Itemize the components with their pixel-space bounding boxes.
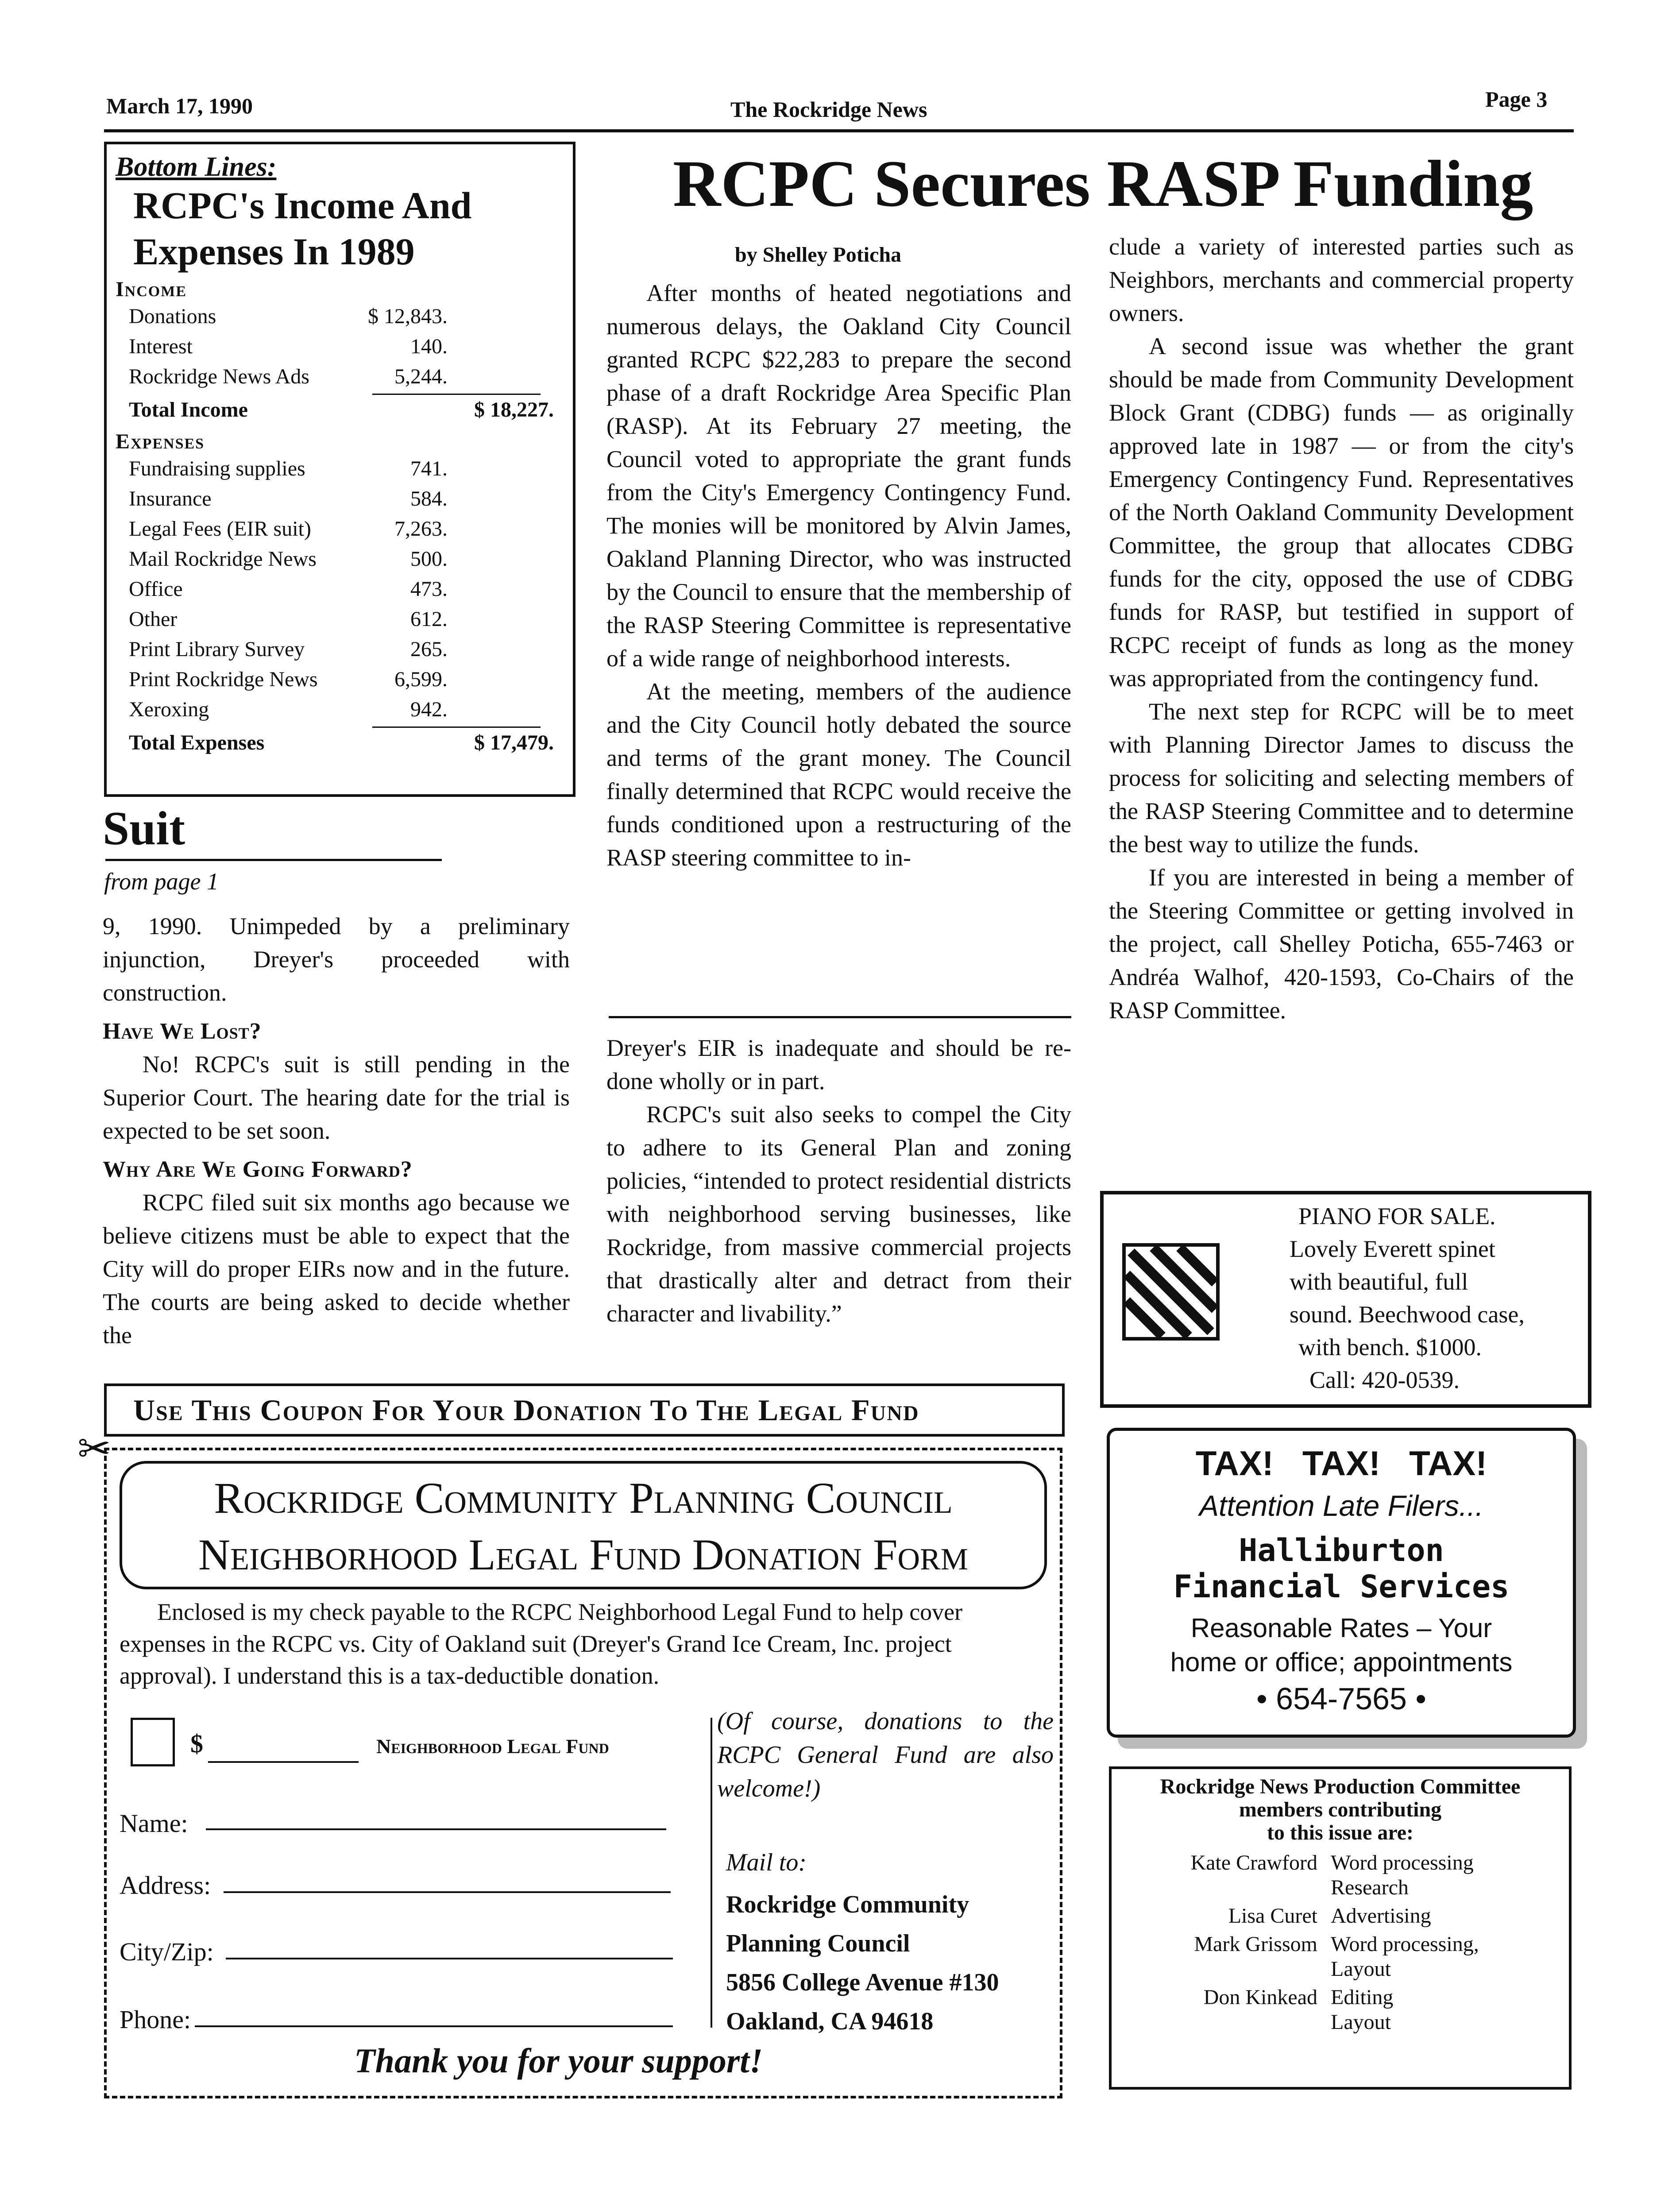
expense-value: 612. <box>410 607 448 631</box>
expense-label: Print Rockridge News <box>129 668 318 691</box>
income-row <box>129 332 554 362</box>
production-member-role: Word processing <box>1331 1851 1474 1874</box>
production-member-name: Kate Crawford <box>1190 1851 1317 1874</box>
coupon-form-title-box <box>120 1461 1047 1589</box>
expense-label: Office <box>129 577 183 601</box>
coupon-banner-text: Use This Coupon For Your Donation To The Legal Fund <box>133 1393 919 1427</box>
expense-value: 741. <box>410 457 448 480</box>
tax-ad-title: TAX! TAX! TAX! <box>1195 1444 1487 1483</box>
expense-label: Insurance <box>129 487 212 510</box>
mail-address-line-1: Rockridge Community <box>726 1891 969 1918</box>
city-zip-label: City/Zip: <box>120 1937 214 1966</box>
header-rule <box>104 129 1574 132</box>
income-row <box>129 301 554 332</box>
production-member-name: Don Kinkead <box>1203 1986 1317 2009</box>
expense-row <box>129 634 554 665</box>
production-member <box>1112 1904 1569 1928</box>
mail-address-line-3: 5856 College Avenue #130 <box>726 1969 999 1996</box>
piano-keys-icon <box>1122 1243 1220 1341</box>
total-expenses-label: Total Expenses <box>129 731 265 754</box>
mail-to-label: Mail to: <box>726 1849 807 1876</box>
expense-row <box>129 665 554 695</box>
coupon-banner <box>104 1383 1065 1437</box>
address-field[interactable] <box>224 1887 671 1893</box>
tax-ad-phone: • 654-7565 • <box>1256 1681 1426 1716</box>
mail-address <box>726 1885 999 2041</box>
income-table <box>129 301 554 392</box>
expense-row <box>129 454 554 484</box>
production-member-role: Word processing, <box>1331 1932 1479 1956</box>
address-label: Address: <box>120 1871 211 1900</box>
production-member-role: Layout <box>1331 1957 1391 1981</box>
production-heading-1: Rockridge News Production Committee <box>1160 1775 1521 1798</box>
suit-paragraph-2: No! RCPC's suit is still pending in the Superior Court. The hearing date for the trial is expected to be set soon. <box>103 1051 570 1144</box>
expense-label: Mail Rockridge News <box>129 547 317 571</box>
coupon-thank-you: Thank you for your support! <box>354 2041 763 2080</box>
suit-paragraph-1: 9, 1990. Unimpeded by a preliminary injunction, Dreyer's proceeded with construction. <box>103 913 570 1006</box>
production-member-roles <box>1331 1904 1431 1928</box>
production-member-roles <box>1331 1932 1479 1982</box>
production-member-name: Mark Grissom <box>1194 1932 1317 1956</box>
production-member-role: Research <box>1331 1876 1409 1899</box>
suit-from-page: from page 1 <box>104 868 219 895</box>
income-label: Rockridge News Ads <box>129 365 309 388</box>
tax-ad-line-2: home or office; appointments <box>1170 1647 1513 1677</box>
piano-ad-line-2: Lovely Everett spinet <box>1290 1236 1495 1262</box>
expense-value: 473. <box>410 577 448 601</box>
production-member <box>1112 1851 1569 1900</box>
rasp-column-2 <box>606 277 1071 874</box>
header-date: March 17, 1990 <box>106 93 253 118</box>
expense-row <box>129 604 554 634</box>
total-expenses-row <box>129 728 554 758</box>
rasp-column-3 <box>1109 230 1574 1027</box>
city-zip-field[interactable] <box>226 1953 673 1959</box>
expense-value: 265. <box>410 638 448 661</box>
coupon-intro: Enclosed is my check payable to the RCPC Neighborhood Legal Fund to help cover expenses in the RCPC vs. City of Oakland suit (Dreyer's Grand Ice Cream, Inc. project approval). I understand this is a tax-deductible donation. <box>120 1599 963 1689</box>
production-member <box>1112 1932 1569 1982</box>
expense-row <box>129 695 554 725</box>
column-2-divider <box>609 1016 1071 1018</box>
rasp-col3-paragraph-1: clude a variety of interested parties such as Neighbors, merchants and commercial property owners. <box>1109 233 1574 326</box>
scissors-icon: ✂ <box>77 1426 111 1472</box>
piano-ad-line-3: with beautiful, full <box>1290 1268 1468 1295</box>
piano-ad-line-5: with bench. $1000. <box>1298 1334 1482 1360</box>
expense-row <box>129 544 554 574</box>
rasp-col2-paragraph-2: At the meeting, members of the audience and the City Council hotly debated the source and terms of the grant money. The Council finally determined that RCPC would receive the funds conditioned upon a restructuring of the RASP steering committee to in- <box>606 678 1071 871</box>
expense-value: 7,263. <box>394 517 448 541</box>
coupon-form-title-2: Neighborhood Legal Fund Donation Form <box>198 1530 968 1579</box>
expense-value: 942. <box>410 698 448 721</box>
name-label: Name: <box>120 1809 188 1838</box>
tax-ad-company-1: Halliburton <box>1239 1532 1444 1569</box>
production-member-role: Layout <box>1331 2010 1391 2034</box>
income-value: $ 12,843. <box>368 305 448 328</box>
expense-value: 6,599. <box>394 668 448 691</box>
suit-title-rule <box>105 859 442 861</box>
header-page: Page 3 <box>1485 87 1548 112</box>
expense-label: Xeroxing <box>129 698 209 721</box>
mail-address-line-2: Planning Council <box>726 1930 910 1957</box>
suit-continuation-1: Dreyer's EIR is inadequate and should be re-done wholly or in part. <box>606 1035 1071 1094</box>
expense-value: 500. <box>410 547 448 571</box>
bottom-lines-box <box>104 142 575 797</box>
mail-address-line-4: Oakland, CA 94618 <box>726 2008 934 2035</box>
expense-value: 584. <box>410 487 448 510</box>
total-income-row <box>129 395 554 425</box>
rasp-byline: by Shelley Poticha <box>735 243 902 267</box>
rasp-col3-paragraph-3: The next step for RCPC will be to meet with Planning Director James to discuss the process for soliciting and selecting members of the RASP Steering Committee and to determine the best way to utilize the funds. <box>1109 698 1574 858</box>
rasp-col2-paragraph-1: After months of heated negotiations and numerous delays, the Oakland City Council granted RCPC $22,283 to prepare the second phase of a draft Rockridge Area Specific Plan (RASP). At its February 27 meeting, the Council voted to appropriate the grant funds from the City's Emergency Contingency Fund. The monies will be monitored by Alvin James, Oakland Planning Director, who was instructed by the Council to ensure that the membership of the RASP Steering Committee is representative of a wide range of neighborhood interests. <box>606 280 1071 672</box>
tax-ad-subtitle: Attention Late Filers... <box>1199 1489 1483 1522</box>
total-income-label: Total Income <box>129 398 248 421</box>
income-heading: Income <box>116 278 187 301</box>
expenses-table <box>129 454 554 725</box>
expense-label: Legal Fees (EIR suit) <box>129 517 311 541</box>
name-field[interactable] <box>206 1824 666 1830</box>
amount-dollar-sign: $ <box>190 1729 203 1758</box>
rasp-col3-paragraph-2: A second issue was whether the grant should be made from Community Development Block Grant (CDBG) funds — as originally approved late in 1987 — or from the city's Emergency Contingency Fund. Representatives of the North Oakland Community Development Committee, the group that allocates CDBG funds for the city, opposed the use of CDBG funds for RASP, but testified in support of RCPC receipt of funds as long as the money was appropriated from the contingency fund. <box>1109 333 1574 692</box>
bottom-lines-title-1: RCPC's Income And <box>133 184 472 227</box>
phone-field[interactable] <box>195 2021 673 2027</box>
production-heading-2: members contributing <box>1239 1798 1442 1821</box>
suit-continuation <box>606 1032 1071 1330</box>
suit-continuation-2: RCPC's suit also seeks to compel the City to adhere to its General Plan and zoning policies, “intended to protect residential districts with neighborhood serving businesses, like Rockridge, from massive commercial projects that drastically alter and detract from their character and livability.” <box>606 1101 1071 1327</box>
income-label: Interest <box>129 335 193 358</box>
suit-body <box>103 910 570 1352</box>
phone-label: Phone: <box>120 2005 191 2034</box>
piano-ad-line-6: Call: 420-0539. <box>1309 1367 1460 1393</box>
bottom-lines-title-2: Expenses In 1989 <box>133 230 415 273</box>
amount-field[interactable] <box>208 1740 359 1763</box>
production-member-role: Advertising <box>1331 1904 1431 1928</box>
production-member-name: Lisa Curet <box>1228 1904 1317 1928</box>
total-expenses-value: $ 17,479. <box>474 731 554 754</box>
expense-label: Print Library Survey <box>129 638 305 661</box>
suit-paragraph-3: RCPC filed suit six months ago because we believe citizens must be able to expect that the City will do proper EIRs now and in the future. The courts are being asked to decide whether the <box>103 1189 570 1349</box>
piano-ad-text <box>1290 1200 1525 1396</box>
production-heading-3: to this issue are: <box>1267 1821 1414 1844</box>
fund-label: Neighborhood Legal Fund <box>376 1735 609 1758</box>
income-value: 5,244. <box>394 365 448 388</box>
suit-subhead-2: Why Are We Going Forward? <box>103 1157 413 1182</box>
piano-ad-line-1: PIANO FOR SALE. <box>1298 1203 1496 1229</box>
tax-ad-company-2: Financial Services <box>1173 1569 1510 1605</box>
coupon-aside: (Of course, donations to the RCPC General Fund are also welcome!) <box>717 1708 1054 1802</box>
production-members <box>1112 1851 1569 2035</box>
piano-ad <box>1100 1191 1591 1408</box>
expense-row <box>129 514 554 544</box>
production-member-role: Editing <box>1331 1986 1394 2009</box>
production-committee-box <box>1109 1766 1572 2090</box>
expense-row <box>129 574 554 604</box>
bottom-lines-kicker: Bottom Lines: <box>116 152 277 182</box>
production-member-roles <box>1331 1985 1393 2035</box>
income-row <box>129 362 554 392</box>
rasp-headline: RCPC Secures RASP Funding <box>673 147 1533 220</box>
production-member <box>1112 1985 1569 2035</box>
expense-label: Fundraising supplies <box>129 457 305 480</box>
income-value: 140. <box>410 335 448 358</box>
tax-ad-line-1: Reasonable Rates – Your <box>1190 1613 1492 1643</box>
production-member-roles <box>1331 1851 1474 1900</box>
header-publication: The Rockridge News <box>730 97 927 122</box>
total-income-value: $ 18,227. <box>474 398 554 421</box>
expenses-heading: Expenses <box>116 430 205 453</box>
coupon-column-divider <box>711 1718 712 2028</box>
amount-checkbox[interactable] <box>131 1718 175 1766</box>
suit-subhead-1: Have We Lost? <box>103 1019 262 1044</box>
suit-title: Suit <box>103 802 185 855</box>
coupon-form-title-1: Rockridge Community Planning Council <box>214 1473 953 1522</box>
expense-row <box>129 484 554 514</box>
expense-label: Other <box>129 607 178 631</box>
income-label: Donations <box>129 305 216 328</box>
piano-ad-line-4: sound. Beechwood case, <box>1290 1301 1525 1328</box>
rasp-col3-paragraph-4: If you are interested in being a member of the Steering Committee or getting involved in the project, call Shelley Poticha, 655-7463 or Andréa Walhof, 420-1593, Co-Chairs of the RASP Committee. <box>1109 864 1574 1024</box>
tax-ad <box>1107 1428 1576 1738</box>
